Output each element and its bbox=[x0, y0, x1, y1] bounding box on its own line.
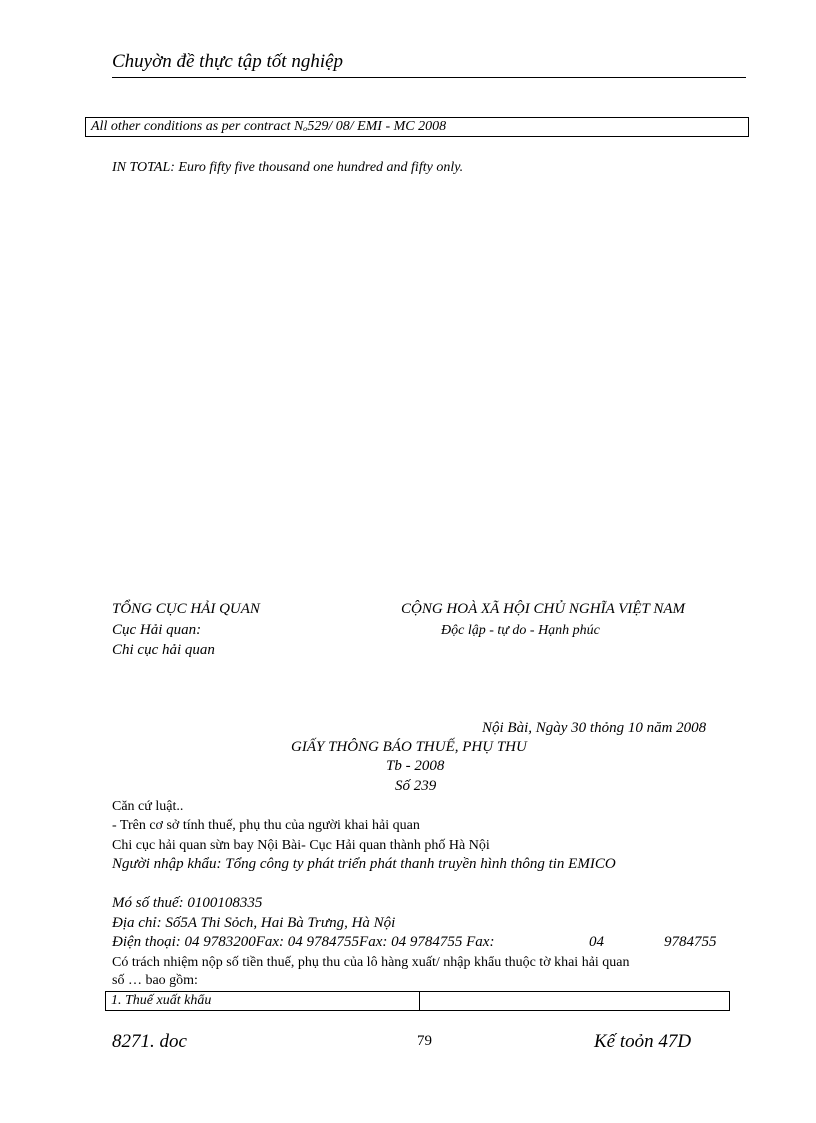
tax-basis-line: - Trên cơ sở tính thuế, phụ thu của người khai hải quan bbox=[112, 818, 420, 833]
tax-code-line: Mó số thuế: 0100108335 bbox=[112, 895, 263, 911]
fax-area-code: 04 bbox=[589, 934, 604, 950]
footer-department: Kế toỏn 47D bbox=[594, 1031, 692, 1052]
tax-table bbox=[105, 991, 730, 1011]
table-cell-export-tax bbox=[106, 992, 420, 1010]
national-title: CỘNG HOÀ XÃ HỘI CHỦ NGHĨA VIỆT NAM bbox=[401, 601, 686, 617]
legal-basis-line: Căn cứ luật.. bbox=[112, 799, 184, 814]
phone-fax-line: Điện thoại: 04 9783200Fax: 04 9784755Fax: 04 9784755 Fax: bbox=[112, 934, 495, 950]
responsibility-line-1: Có trách nhiệm nộp số tiền thuế, phụ thu của lô hàng xuất/ nhập khẩu thuộc tờ khai hải quan bbox=[112, 955, 630, 970]
responsibility-line-2: số … bao gồm: bbox=[112, 973, 198, 988]
header-divider bbox=[112, 77, 746, 78]
customs-branch: Chi cục hải quan bbox=[112, 642, 215, 658]
document-header-title: Chuyờn đề thực tập tốt nghiệp bbox=[112, 51, 344, 72]
footer-filename: 8271. doc bbox=[112, 1031, 187, 1052]
total-amount-text: IN TOTAL: Euro fifty five thousand one hundred and fifty only. bbox=[112, 160, 464, 175]
notice-number: Số 239 bbox=[395, 778, 437, 794]
importer-line: Người nhập khẩu: Tổng công ty phát triển phát thanh truyền hình thông tin EMICO bbox=[112, 856, 616, 872]
notice-date: Nội Bài, Ngày 30 thỏng 10 năm 2008 bbox=[482, 720, 707, 736]
fax-number: 9784755 bbox=[664, 934, 717, 950]
notice-title: GIẤY THÔNG BÁO THUẾ, PHỤ THU bbox=[291, 739, 527, 755]
national-motto: Độc lập - tự do - Hạnh phúc bbox=[441, 623, 600, 638]
agency-name: TỔNG CỤC HẢI QUAN bbox=[112, 601, 260, 617]
footer-page-number: 79 bbox=[417, 1033, 432, 1049]
export-tax-label: 1. Thuế xuất khẩu bbox=[111, 993, 212, 1008]
contract-conditions-box bbox=[85, 117, 749, 137]
address-line: Địa chỉ: Số5A Thi Sỏch, Hai Bà Trưng, Hà Nội bbox=[112, 915, 396, 931]
customs-office-line: Chi cục hải quan sừn bay Nội Bài- Cục Hải quan thành phố Hà Nội bbox=[112, 838, 490, 853]
notice-reference: Tb - 2008 bbox=[386, 758, 445, 774]
contract-conditions-text: All other conditions as per contract Nₒ529/ 08/ EMI - MC 2008 bbox=[91, 119, 447, 134]
customs-department: Cục Hải quan: bbox=[112, 622, 202, 638]
